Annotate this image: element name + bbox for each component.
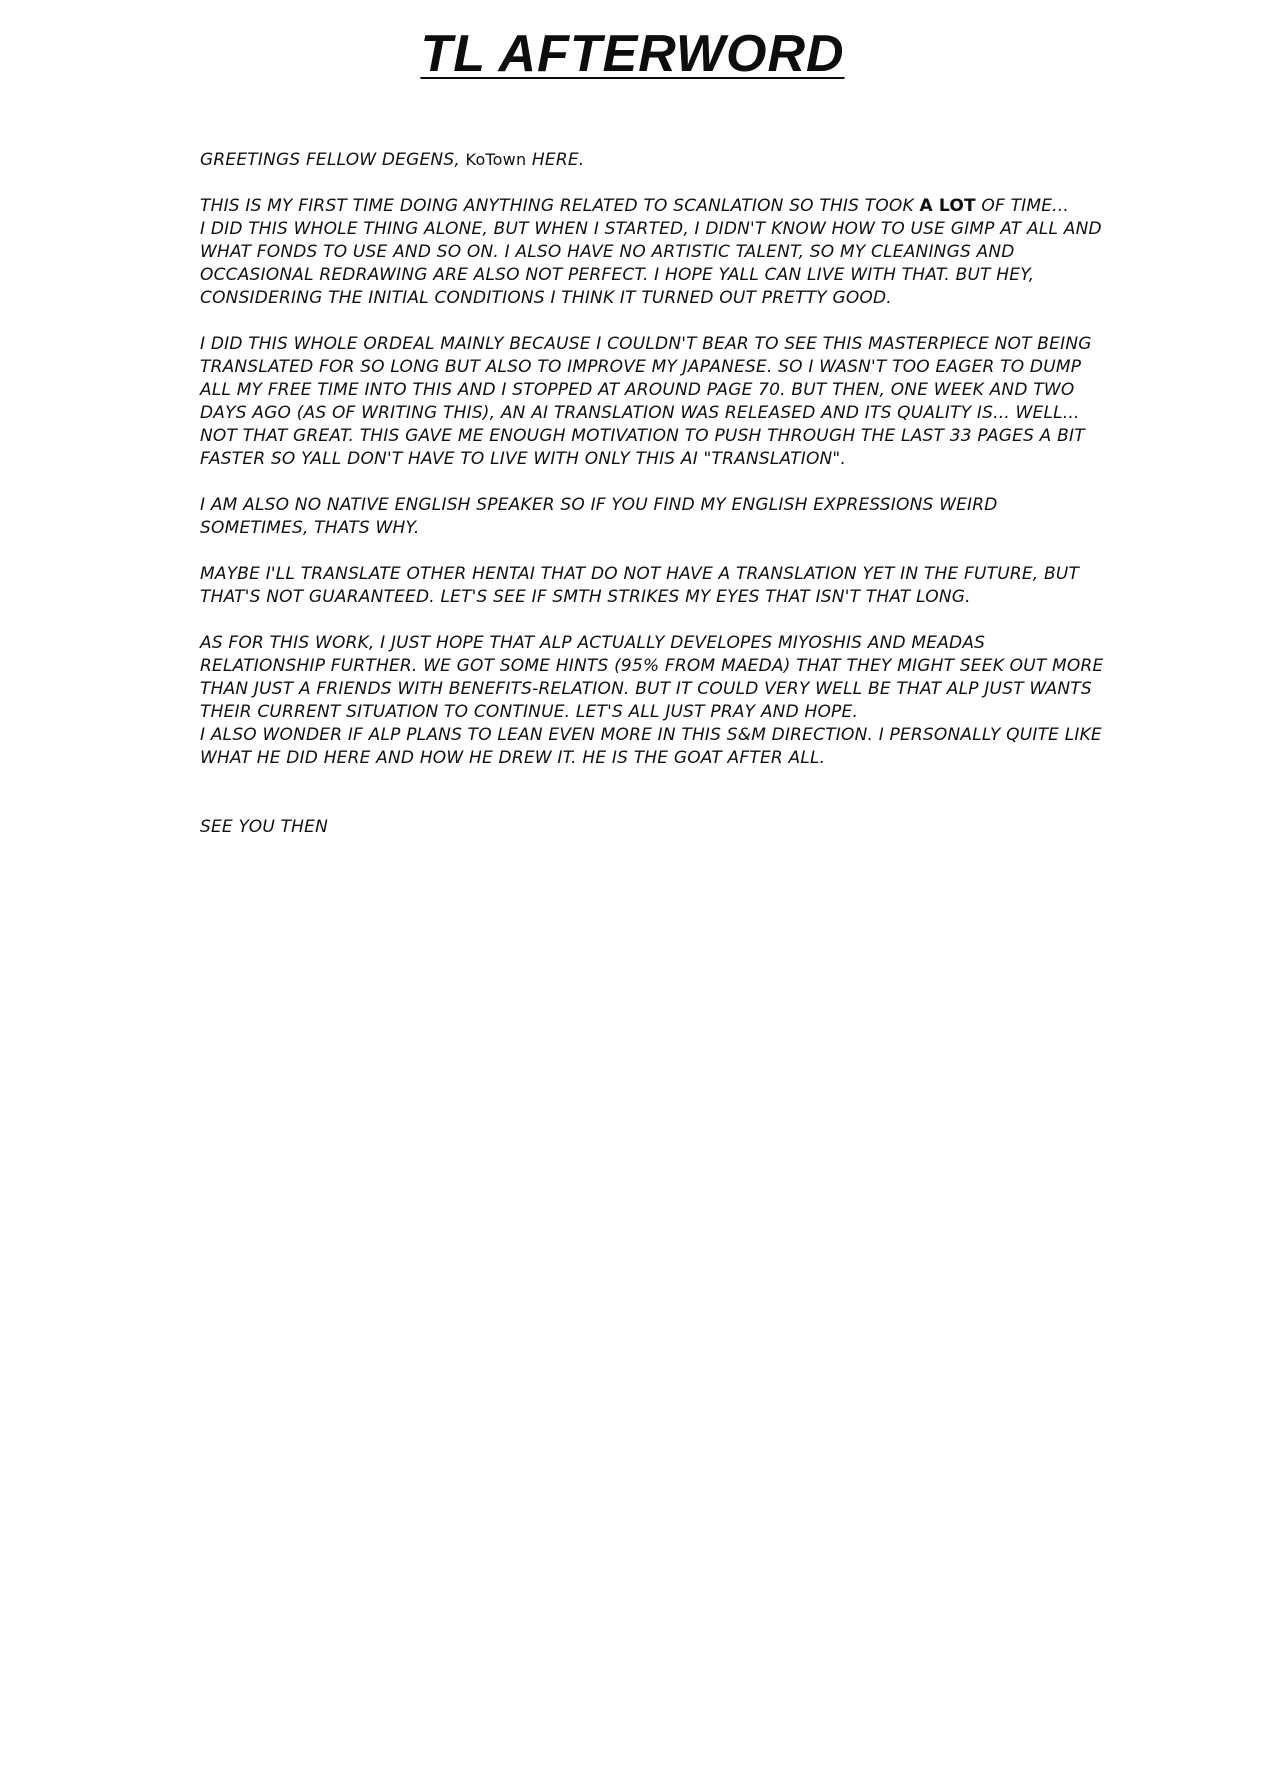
paragraph-native-speaker: I AM ALSO NO NATIVE ENGLISH SPEAKER SO IF YOU FIND MY ENGLISH EXPRESSIONS WEIRD SOMETIMES, THATS WHY.: [200, 495, 998, 538]
paragraph-alone: I DID THIS WHOLE THING ALONE, BUT WHEN I STARTED, I DIDN'T KNOW HOW TO USE GIMP AT ALL AND WHAT FONDS TO USE AND SO ON. I ALSO HAVE NO ARTISTIC TALENT, SO MY CLEANINGS AND OCCASIONAL REDRAWING ARE ALSO NOT PERFECT. I HOPE YALL CAN LIVE WITH THAT. BUT HEY, CONSIDERING THE INITIAL CONDITIONS I THINK IT TURNED OUT PRETTY GOOD.: [200, 219, 1102, 308]
translator-name: KoTown: [465, 150, 527, 169]
paragraph-ordeal: I DID THIS WHOLE ORDEAL MAINLY BECAUSE I COULDN'T BEAR TO SEE THIS MASTERPIECE NOT BEING TRANSLATED FOR SO LONG BUT ALSO TO IMPROVE MY JAPANESE. SO I WASN'T TOO EAGER TO DUMP ALL MY FREE TIME INTO THIS AND I STOPPED AT AROUND PAGE 70. BUT THEN, ONE WEEK AND TWO DAYS AGO (AS OF WRITING THIS), AN AI TRANSLATION WAS RELEASED AND ITS QUALITY IS... WELL... NOT THAT GREAT. THIS GAVE ME ENOUGH MOTIVATION TO PUSH THROUGH THE LAST 33 PAGES A BIT FASTER SO YALL DON'T HAVE TO LIVE WITH ONLY THIS AI "TRANSLATION".: [200, 334, 1092, 469]
paragraph-first-time-after: OF TIME...: [975, 196, 1069, 216]
page-title-text: TL AFTERWORD: [420, 25, 845, 83]
paragraph-first-time: [200, 195, 1105, 218]
paragraph-sm-direction: I ALSO WONDER IF ALP PLANS TO LEAN EVEN MORE IN THIS S&M DIRECTION. I PERSONALLY QUITE LIKE WHAT HE DID HERE AND HOW HE DREW IT. HE IS THE GOAT AFTER ALL.: [200, 725, 1102, 768]
closing-line: SEE YOU THEN: [200, 817, 329, 837]
page-title: [0, 22, 1265, 86]
paragraph-future: MAYBE I'LL TRANSLATE OTHER HENTAI THAT DO NOT HAVE A TRANSLATION YET IN THE FUTURE, BUT THAT'S NOT GUARANTEED. LET'S SEE IF SMTH STRIKES MY EYES THAT ISN'T THAT LONG.: [200, 564, 1080, 607]
paragraph-first-time-before: THIS IS MY FIRST TIME DOING ANYTHING RELATED TO SCANLATION SO THIS TOOK: [200, 196, 920, 216]
afterword-body: [200, 148, 1105, 862]
greeting-paragraph: [200, 148, 1105, 172]
greeting-text-after: HERE.: [526, 150, 585, 170]
greeting-text-before: GREETINGS FELLOW DEGENS,: [200, 150, 466, 170]
emphasis-a-lot: A LOT: [919, 196, 976, 216]
paragraph-this-work: AS FOR THIS WORK, I JUST HOPE THAT ALP ACTUALLY DEVELOPES MIYOSHIS AND MEADAS RELATIONSHIP FURTHER. WE GOT SOME HINTS (95% FROM MAEDA) THAT THEY MIGHT SEEK OUT MORE THAN JUST A FRIENDS WITH BENEFITS-RELATION. BUT IT COULD VERY WELL BE THAT ALP JUST WANTS THEIR CURRENT SITUATION TO CONTINUE. LET'S ALL JUST PRAY AND HOPE.: [200, 633, 1104, 722]
